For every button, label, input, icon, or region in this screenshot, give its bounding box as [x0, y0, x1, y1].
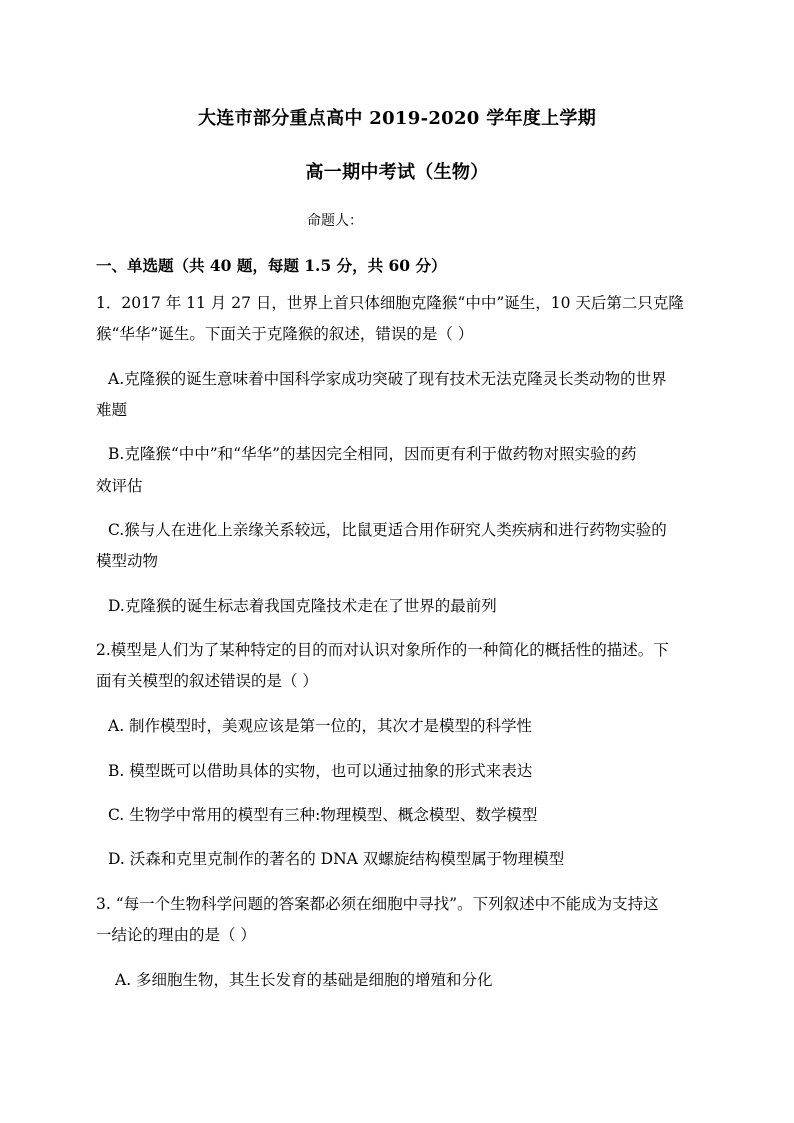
question-1-option-c: C.猴与人在进化上亲缘关系较远，比鼠更适合用作研究人类疾病和进行药物实验的 — [108, 521, 667, 539]
question-2-stem-line1: 2.模型是人们为了某种特定的目的而对认识对象所作的一种简化的概括性的描述。下 — [96, 641, 669, 659]
question-1-option-d: D.克隆猴的诞生标志着我国克隆技术走在了世界的最前列 — [108, 597, 497, 615]
question-1-option-a-cont: 难题 — [96, 401, 128, 419]
question-1-option-a: A.克隆猴的诞生意味着中国科学家成功突破了现有技术无法克隆灵长类动物的世界 — [108, 370, 667, 388]
question-3-option-a: A. 多细胞生物，其生长发育的基础是细胞的增殖和分化 — [115, 971, 493, 989]
question-2-stem-line2: 面有关模型的叙述错误的是（ ） — [96, 672, 318, 690]
question-1-option-c-cont: 模型动物 — [96, 552, 159, 570]
author-label: 命题人： — [307, 213, 363, 229]
question-3-stem-line1: 3. “每一个生物科学问题的答案都必须在细胞中寻找”。下列叙述中不能成为支持这 — [96, 895, 659, 913]
exam-title: 大连市部分重点高中 2019-2020 学年度上学期 — [198, 108, 596, 129]
question-1-stem-line2: 猴“华华”诞生。下面关于克隆猴的叙述，错误的是（ ） — [96, 325, 474, 343]
question-1-stem-line1: 1．2017 年 11 月 27 日，世界上首只体细胞克隆猴“中中”诞生，10 天后第二只克隆 — [96, 294, 684, 312]
question-2-option-a: A. 制作模型时，美观应该是第一位的，其次才是模型的科学性 — [108, 717, 533, 735]
question-1-option-b-cont: 效评估 — [96, 477, 143, 495]
question-3-stem-line2: 一结论的理由的是（ ） — [96, 926, 256, 944]
question-2-option-b: B. 模型既可以借助具体的实物，也可以通过抽象的形式来表达 — [108, 762, 533, 780]
question-2-option-c: C. 生物学中常用的模型有三种:物理模型、概念模型、数学模型 — [108, 806, 538, 824]
question-2-option-d: D. 沃森和克里克制作的著名的 DNA 双螺旋结构模型属于物理模型 — [108, 850, 565, 868]
section-heading: 一、单选题（共 40 题，每题 1.5 分，共 60 分） — [96, 256, 447, 275]
exam-subtitle: 高一期中考试（生物） — [305, 162, 489, 183]
question-1-option-b: B.克隆猴“中中”和“华华”的基因完全相同，因而更有利于做药物对照实验的药 — [108, 445, 637, 463]
